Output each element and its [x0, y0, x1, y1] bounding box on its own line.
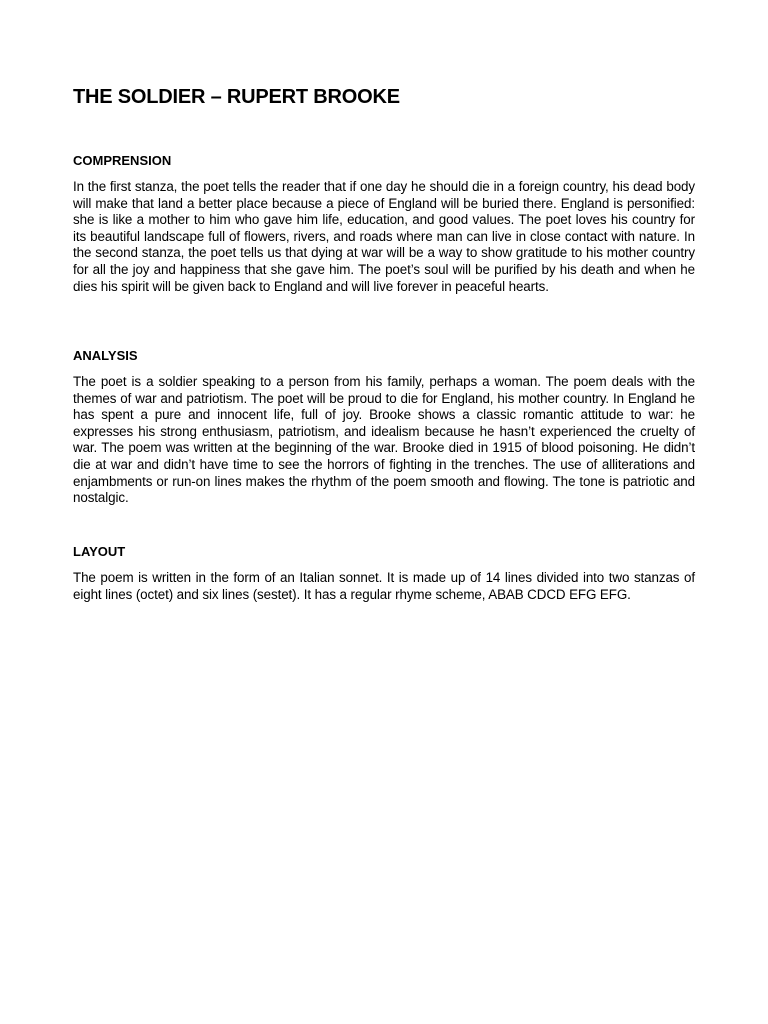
section-layout [73, 544, 695, 603]
section-heading-analysis: ANALYSIS [73, 348, 138, 363]
section-body-analysis: The poet is a soldier speaking to a person from his family, perhaps a woman. The poem deals with the themes of war and patriotism. The poet will be proud to die for England, his mother country. In England he has spent a pure and innocent life, full of joy. Brooke shows a classic romantic attitude to war: he expresses his strong enthusiasm, patriotism, and idealism because he hasn’t experienced the cruelty of war. The poem was written at the beginning of the war. Brooke died in 1915 of blood poisoning. He didn’t die at war and didn’t have time to see the horrors of fighting in the trenches. The use of alliterations and enjambments or run-on lines makes the rhythm of the poem smooth and flowing. The tone is patriotic and nostalgic. [73, 374, 695, 506]
section-body-layout: The poem is written in the form of an Italian sonnet. It is made up of 14 lines divided into two stanzas of eight lines (octet) and six lines (sestet). It has a regular rhyme scheme, ABAB CDCD EFG EFG. [73, 570, 695, 602]
document-title: THE SOLDIER – RUPERT BROOKE [73, 86, 400, 108]
section-heading-layout: LAYOUT [73, 544, 126, 559]
section-analysis [73, 348, 695, 507]
section-comprehension [73, 153, 695, 295]
section-heading-comprehension: COMPRENSION [73, 153, 172, 168]
section-body-comprehension: In the first stanza, the poet tells the reader that if one day he should die in a foreign country, his dead body will make that land a better place because a piece of England will be buried there. England is personified: she is like a mother to him who gave him life, education, and good values. The poet loves his country for its beautiful landscape full of flowers, rivers, and roads where man can live in close contact with nature. In the second stanza, the poet tells us that dying at war will be a way to show gratitude to his mother country for all the joy and happiness that she gave him. The poet’s soul will be purified by his death and when he dies his spirit will be given back to England and will live forever in peaceful hearts. [73, 179, 695, 294]
